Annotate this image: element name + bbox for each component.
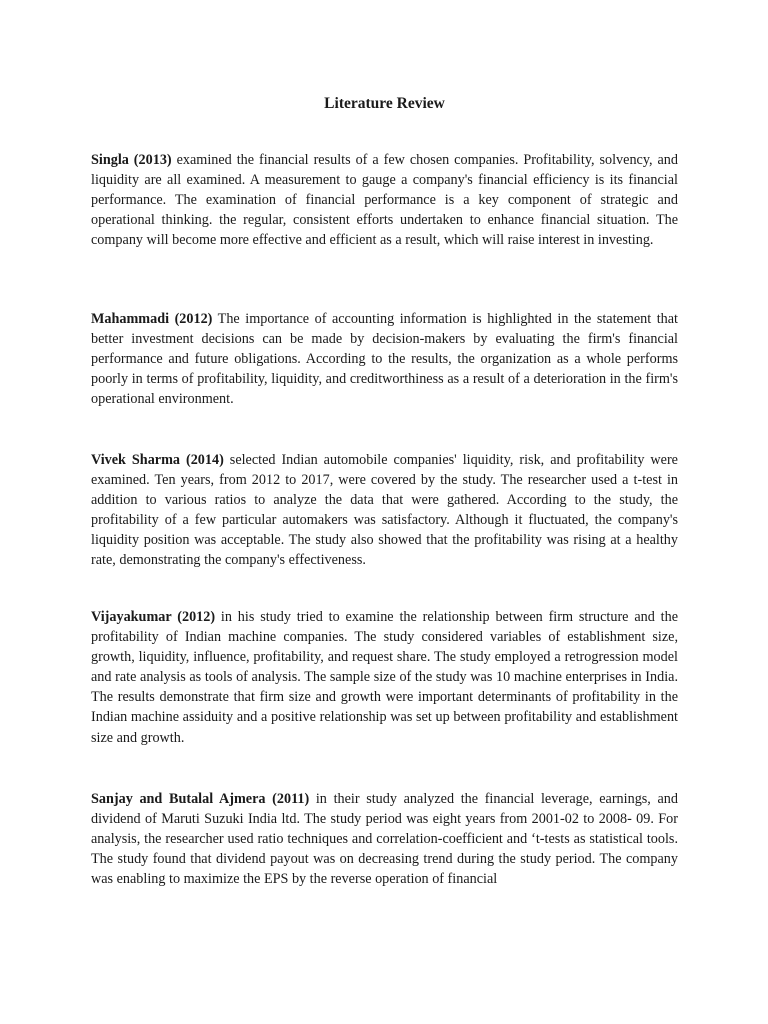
literature-entry [91,150,678,250]
entry-author: Vijayakumar (2012) [91,609,216,625]
entry-text: examined the financial results of a few chosen companies. Profitability, solvency, and liquidity are all examined. A measurement to gauge a company's financial efficiency is its financial performance. The examination of financial performance is a key component of strategic and operational thinking. the regular, consistent efforts undertaken to enhance financial situation. The company will become more effective and efficient as a result, which will raise interest in investing. [91,152,678,249]
literature-entry [91,789,678,889]
entry-text: selected Indian automobile companies' liquidity, risk, and profitability were examined. Ten years, from 2012 to 2017, were covered by the study. The researcher used a t-test in addition to various ratios to analyze the data that were gathered. According to the study, the profitability of a few particular automakers was satisfactory. Although it fluctuated, the company's liquidity position was acceptable. The study also showed that the profitability was rising at a healthy rate, demonstrating the company's effectiveness. [91,452,678,569]
entry-text: in his study tried to examine the relationship between firm structure and the profitability of Indian machine companies. The study considered variables of establishment size, growth, liquidity, influence, profitability, and request share. The study employed a retrogression model and rate analysis as tools of analysis. The sample size of the study was 10 machine enterprises in India. The results demonstrate that firm size and growth were important determinants of profitability in the Indian machine assiduity and a positive relationship was set up between profitability and establishment size and growth. [91,609,678,746]
entry-author: Sanjay and Butalal Ajmera (2011) [91,791,310,807]
entry-author: Singla (2013) [91,152,172,168]
entry-author: Vivek Sharma (2014) [91,452,224,468]
document-page [91,0,678,1024]
literature-entry [91,309,678,409]
entry-text: The importance of accounting information is highlighted in the statement that better investment decisions can be made by decision-makers by evaluating the firm's financial performance and future obligations. According to the results, the organization as a whole performs poorly in terms of profitability, liquidity, and creditworthiness as a result of a deterioration in the firm's operational environment. [91,311,678,408]
literature-entry [91,450,678,571]
literature-entry [91,607,678,748]
entry-author: Mahammadi (2012) [91,311,213,327]
entry-text: in their study analyzed the financial leverage, earnings, and dividend of Maruti Suzuki India ltd. The study period was eight years from 2001-02 to 2008- 09. For analysis, the researcher used ratio techniques and correlation-coefficient and ‘t-tests as statistical tools. The study found that dividend payout was on decreasing trend during the study period. The company was enabling to maximize the EPS by the reverse operation of financial [91,791,678,888]
page-title: Literature Review [324,95,445,112]
